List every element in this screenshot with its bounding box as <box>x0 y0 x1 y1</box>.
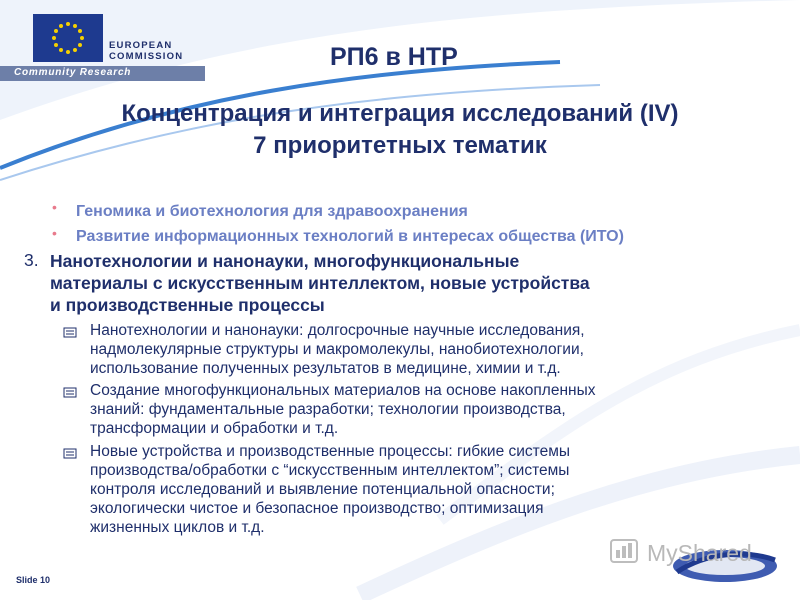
item-3-line-1: Нанотехнологии и нанонауки, многофункциональные <box>50 251 520 271</box>
page-title-line-2: 7 приоритетных тематик <box>253 132 547 159</box>
subitem-3-line-3: контроля исследований и выявление потенциальной опасности; <box>90 481 555 498</box>
eu-flag-logo <box>33 14 103 62</box>
ec-line-2: COMMISSION <box>109 51 184 62</box>
item-3-number: 3. <box>24 250 39 270</box>
item-3-text <box>50 250 770 316</box>
bullet-item-1: Геномика и биотехнология для здравоохранения <box>76 203 468 220</box>
item-3-line-3: и производственные процессы <box>50 295 325 315</box>
subitem-3-line-5: жизненных циклов и т.д. <box>90 519 265 536</box>
slide-subtitle: РП6 в НТР <box>330 43 458 71</box>
subitem-2-line-2: знаний: фундаментальные разработки; технологии производства, <box>90 401 566 418</box>
subitem-1-line-1: Нанотехнологии и нанонауки: долгосрочные научные исследования, <box>90 322 585 339</box>
subitem-1 <box>90 321 770 378</box>
ec-line-1: EUROPEAN <box>109 40 173 51</box>
community-research-label: Community Research <box>14 67 132 78</box>
subitem-1-line-3: использование полученных результатов в медицине, химии и т.д. <box>90 360 561 377</box>
eu-stars-icon <box>34 15 102 61</box>
subitem-3-line-4: экологически чистое и безопасное производство; оптимизация <box>90 500 544 517</box>
bullet-dot-icon: • <box>52 225 57 241</box>
subitem-3-line-1: Новые устройства и производственные процессы: гибкие системы <box>90 443 571 460</box>
european-commission-label <box>109 40 183 62</box>
slide-number: Slide 10 <box>16 575 51 585</box>
item-3-line-2: материалы с искусственным интеллектом, новые устройства <box>50 273 590 293</box>
watermark-label: MyShared <box>647 540 752 566</box>
bullet-dot-icon: • <box>52 199 57 215</box>
subitem-2 <box>90 381 770 438</box>
folder-icon <box>63 447 77 459</box>
subitem-1-line-2: надмолекулярные структуры и макромолекулы, нанобиотехнологии, <box>90 341 584 358</box>
subitem-2-line-1: Создание многофункциональных материалов на основе накопленных <box>90 382 596 399</box>
folder-icon <box>63 326 77 338</box>
subitem-3-line-2: производства/обработки с “искусственным интеллектом”; системы <box>90 462 570 479</box>
subitem-3 <box>90 442 770 537</box>
bullet-item-2: Развитие информационных технологий в интересах общества (ИТО) <box>76 228 624 245</box>
subitem-2-line-3: трансформации и обработки и т.д. <box>90 420 339 437</box>
folder-icon <box>63 386 77 398</box>
page-title-line-1: Концентрация и интеграция исследований (IV) <box>121 100 679 127</box>
